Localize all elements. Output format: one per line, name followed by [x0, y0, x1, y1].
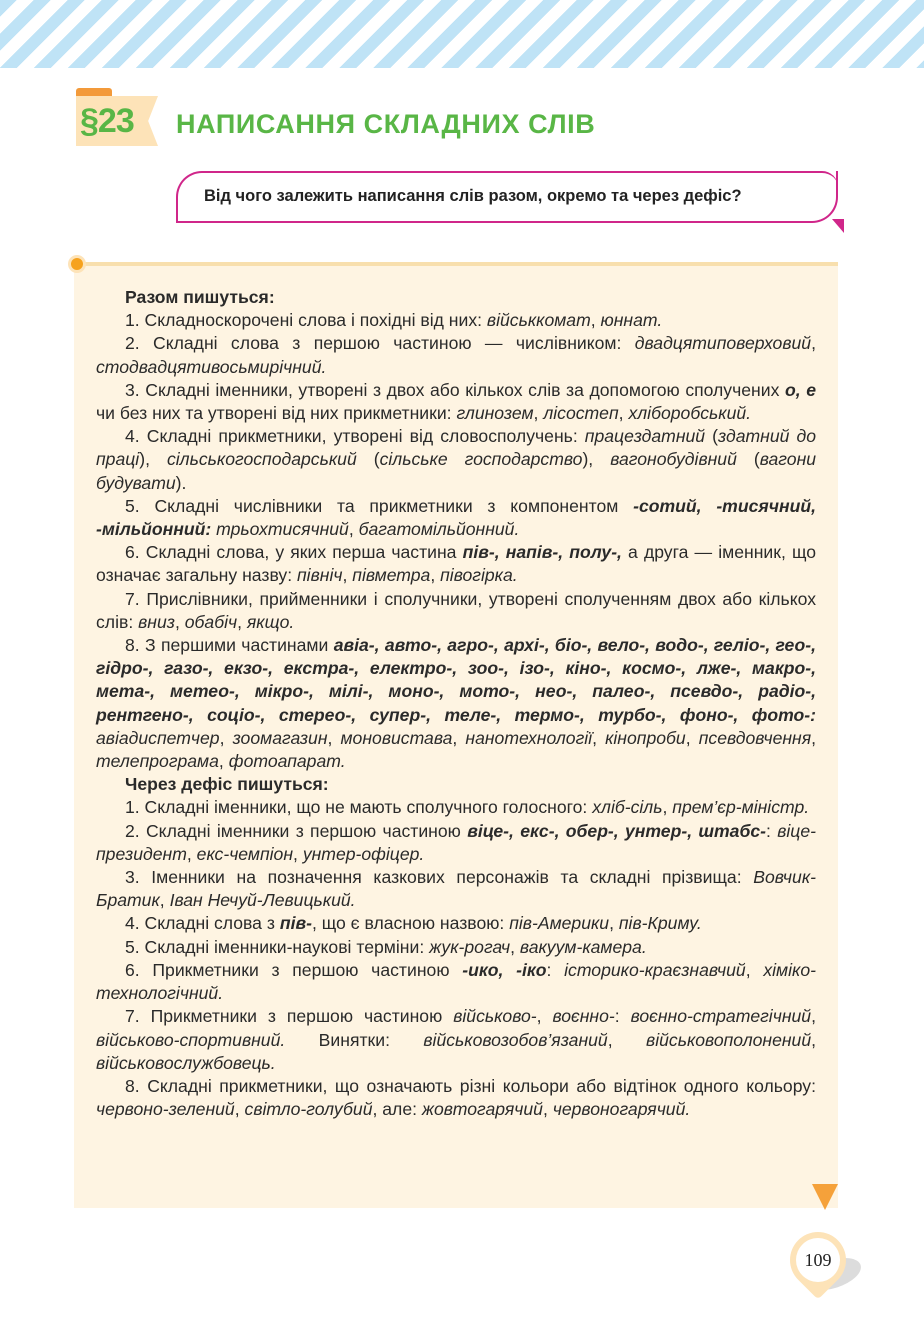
rule-text-segment: військовозобов’язаний: [423, 1029, 608, 1050]
rule-text-segment: о, е: [784, 379, 816, 400]
rule-text-segment: -сотий, -тисячний, -мільйонний:: [96, 495, 816, 540]
rule-text-segment: ,: [327, 727, 341, 748]
rule-text-segment: військовополонений: [646, 1029, 812, 1050]
rule-text-segment: хліб-сіль: [592, 797, 663, 818]
rule-text-segment: :: [546, 959, 565, 980]
rule-text-segment: чи без них та утворені від них прикметники:: [96, 403, 457, 424]
rule-text-segment: 2. Складні іменники з першою частиною: [125, 820, 468, 841]
rule-text-segment: військовослужбовець.: [96, 1052, 276, 1073]
together-heading: Разом пишуться:: [125, 287, 275, 307]
rule-text-segment: ,: [607, 1029, 647, 1050]
rule-text-segment: лісостеп: [543, 403, 619, 424]
header-stripes: [0, 0, 924, 68]
panel-bullet-dot: [68, 255, 86, 273]
rule-text-segment: ,: [542, 1099, 553, 1120]
rule-text-segment: історико-краєзнавчий: [564, 959, 746, 980]
rule-text-segment: 4. Складні слова з: [125, 913, 280, 934]
rule-text-segment: червоно-зелений: [96, 1099, 235, 1120]
rule-text-segment: ,: [685, 727, 699, 748]
rule-text-segment: , але:: [372, 1099, 422, 1120]
together-rule-3: [96, 379, 816, 425]
paragraph-number: §23: [80, 102, 134, 140]
rule-text-segment: , що є власною назвою:: [311, 913, 510, 934]
hyphen-rule-8: [96, 1075, 816, 1121]
rule-text-segment: ,: [293, 843, 303, 864]
rule-text-segment: ),: [139, 449, 167, 470]
rule-text-segment: прем’єр-міністр.: [672, 797, 810, 818]
rule-text-segment: якщо.: [246, 611, 295, 632]
rule-text-segment: ,: [745, 959, 764, 980]
rule-text-segment: а друга — іменник, що означає загальну назву:: [96, 542, 817, 586]
rule-text-segment: ,: [811, 1006, 816, 1027]
rule-text-segment: пів-Америки: [509, 913, 610, 934]
hyphen-rule-7: [96, 1005, 816, 1075]
together-rule-5: [96, 495, 816, 541]
rule-text-segment: ,: [533, 403, 544, 424]
hyphen-rule-1: [96, 796, 816, 819]
rule-text-segment: сільськогосподарський: [166, 449, 357, 470]
rule-text-segment: 8. Складні прикметники, що означають різні кольори або відтінок одного кольору:: [125, 1075, 816, 1096]
rule-text-segment: ,: [592, 727, 606, 748]
rule-text-segment: кінопроби: [605, 727, 686, 748]
page-number: 109: [804, 1250, 832, 1270]
rule-text-segment: пів-, напів-, полу-,: [462, 542, 622, 563]
rule-text-segment: ,: [219, 727, 233, 748]
rule-text-segment: вагонобудівний: [610, 449, 737, 470]
rule-text-segment: сільське господарство: [379, 449, 583, 470]
hyphen-rule-3: [96, 866, 816, 912]
rule-text-segment: ,: [174, 611, 185, 632]
rule-text-segment: (: [705, 426, 719, 447]
together-rule-2: [96, 332, 816, 378]
rule-text-segment: 4. Складні прикметники, утворені від словосполучень:: [125, 426, 585, 447]
rule-text-segment: пів-: [279, 913, 312, 934]
together-rule-1: [96, 309, 816, 332]
rule-text-segment: воєнно-стратегічний: [630, 1006, 812, 1027]
rule-text-segment: півогірка.: [440, 565, 518, 586]
rule-text-segment: вакуум-камера.: [519, 936, 647, 957]
chapter-title: НАПИСАННЯ СКЛАДНИХ СЛІВ: [176, 109, 596, 139]
rule-text-segment: працездатний: [584, 426, 706, 447]
rule-text-segment: зоомагазин: [232, 727, 328, 748]
rule-text-segment: фотоапарат.: [228, 751, 346, 772]
rule-text-segment: віце-президент: [96, 820, 816, 864]
rule-text-segment: глинозем: [456, 403, 534, 424]
rule-text-segment: Іван Нечуй-Левицький.: [169, 890, 356, 911]
rule-text-segment: ,: [662, 797, 673, 818]
badge-tab: [76, 88, 112, 96]
rule-text-segment: ,: [218, 751, 229, 772]
rule-text-segment: 6. Складні слова, у яких перша частина: [125, 542, 463, 563]
rule-text-segment: (: [356, 449, 380, 470]
rule-text-segment: -ико, -іко: [462, 959, 547, 980]
rule-text-segment: 5. Складні іменники-наукові терміни:: [125, 936, 430, 957]
rule-text-segment: ).: [175, 472, 187, 493]
rule-text-segment: двадцятиповерховий: [634, 333, 812, 354]
rule-text-segment: ,: [618, 403, 629, 424]
rule-text-segment: хіміко-технологічний.: [96, 959, 816, 1004]
rule-text-segment: світло-голубий: [244, 1099, 373, 1120]
hyphen-rule-2: [96, 820, 816, 866]
rule-text-segment: ,: [342, 565, 353, 586]
rule-text-segment: північ: [297, 565, 343, 586]
hyphen-rule-4: [96, 912, 816, 935]
rule-text-segment: хліборобський.: [628, 403, 752, 424]
hyphen-rule-6: [96, 959, 816, 1005]
rule-text-segment: ,: [609, 913, 619, 934]
together-rule-7: [96, 588, 816, 634]
rule-text-segment: вагони будувати: [96, 449, 817, 493]
question-text: Від чого залежить написання слів разом, окремо та через дефіс?: [204, 187, 742, 205]
rule-text-segment: трьохтисячний: [216, 519, 349, 540]
panel-top-line: [74, 262, 838, 266]
hyphen-rules-list: [96, 796, 816, 1121]
rule-text-segment: 3. Іменники на позначення казкових персонажів та складні прізвища:: [125, 867, 754, 888]
rule-text-segment: воєнно-: [552, 1006, 615, 1027]
rule-text-segment: 1. Складноскорочені слова і похідні від них:: [125, 310, 487, 331]
rule-text-segment: нанотехнології: [465, 727, 593, 748]
rule-text-segment: жовтогарячий: [421, 1099, 543, 1120]
rule-text-segment: ,: [452, 727, 466, 748]
together-rule-8: [96, 634, 816, 773]
rule-text-segment: унтер-офіцер.: [302, 843, 425, 864]
question-box: [176, 171, 838, 223]
rule-text-segment: жук-рогач: [429, 936, 511, 957]
rule-text-segment: :: [766, 820, 778, 841]
rule-text-segment: авіа-, авто-, агро-, архі-, біо-, вело-, водо-, геліо-, гео-, гідро-, газо-, екзо-, екстра-, електро-, зоо-, ізо-, кіно-, космо-, лже-, макро-, мета-, метео-, мікро-, мілі-, моно-, мото-, нео-, палео-, псевдо-, радіо-, рентгено-, соціо-, стерео-, супер-, теле-, термо-, турбо-, фоно-, фото-:: [96, 635, 816, 725]
rule-text-segment: ,: [234, 1099, 245, 1120]
rule-text-segment: 2. Складні слова з першою частиною — числівником:: [125, 333, 635, 354]
rule-text-segment: стодвадцятивосьмирічний.: [96, 356, 327, 377]
rule-text-segment: ,: [811, 727, 817, 748]
rule-text-segment: 6. Прикметники з першою частиною: [125, 959, 463, 980]
rule-text-segment: півметра: [352, 565, 431, 586]
rule-text-segment: 3. Складні іменники, утворені з двох або кількох слів за допомогою сполучених: [125, 379, 785, 400]
rule-text-segment: вниз: [138, 611, 175, 632]
rule-text-segment: ,: [811, 1029, 817, 1050]
rule-text-segment: псевдовчення: [698, 727, 812, 748]
rule-text-segment: ,: [237, 611, 247, 632]
rule-text-segment: 1. Складні іменники, що не мають сполучного голосного:: [125, 797, 593, 818]
rule-text-segment: юннат.: [600, 310, 663, 331]
rule-text-segment: екс-чемпіон: [196, 843, 294, 864]
rule-text-segment: червоногарячий.: [552, 1099, 691, 1120]
rule-text-segment: ,: [811, 333, 816, 354]
paragraph-badge: [70, 88, 160, 148]
hyphen-rule-5: [96, 936, 816, 959]
rule-text-segment: Винятки:: [285, 1029, 424, 1050]
rule-text-segment: Вовчик-Братик: [96, 867, 816, 911]
rule-text-segment: ,: [348, 519, 359, 540]
rule-text-segment: віце-, екс-, обер-, унтер-, штабс-: [467, 820, 766, 841]
rule-text-segment: 8. З першими частинами: [125, 635, 334, 656]
rule-text-segment: ,: [186, 843, 197, 864]
rule-text-segment: (: [736, 449, 760, 470]
rule-text-segment: авіадиспетчер: [96, 727, 220, 748]
rule-text-segment: військово-: [453, 1006, 537, 1027]
rule-text-segment: ,: [536, 1006, 553, 1027]
rule-text-segment: ),: [582, 449, 611, 470]
rule-text-segment: 7. Прикметники з першою частиною: [125, 1006, 454, 1027]
rule-text-segment: військкомат: [486, 310, 591, 331]
rule-text-segment: ,: [159, 890, 170, 911]
rule-text-segment: 5. Складні числівники та прикметники з компонентом: [125, 495, 634, 516]
rule-text-segment: багатомільйонний.: [358, 519, 520, 540]
rule-text-segment: моновистава: [340, 727, 453, 748]
rule-text-segment: :: [614, 1006, 631, 1027]
rule-text-segment: військово-спортивний.: [96, 1029, 286, 1050]
rule-text-segment: ,: [590, 310, 601, 331]
rule-text-segment: ,: [430, 565, 441, 586]
rules-content: [96, 286, 816, 1121]
rule-text-segment: здатний до праці: [96, 426, 817, 470]
together-rules-list: [96, 309, 816, 773]
together-rule-6: [96, 541, 816, 587]
rule-text-segment: 7. Прислівники, прийменники і сполучники, утворені сполученням двох або кількох слів:: [96, 588, 816, 632]
page-number-marker: [786, 1232, 866, 1296]
hyphen-heading: Через дефіс пишуться:: [125, 774, 329, 795]
rule-text-segment: обабіч: [184, 611, 238, 632]
rule-text-segment: ,: [510, 936, 520, 957]
rule-text-segment: пів-Криму.: [618, 913, 702, 934]
rule-text-segment: телепрограма: [96, 751, 219, 772]
together-rule-4: [96, 425, 816, 495]
panel-corner-triangle: [812, 1184, 838, 1210]
